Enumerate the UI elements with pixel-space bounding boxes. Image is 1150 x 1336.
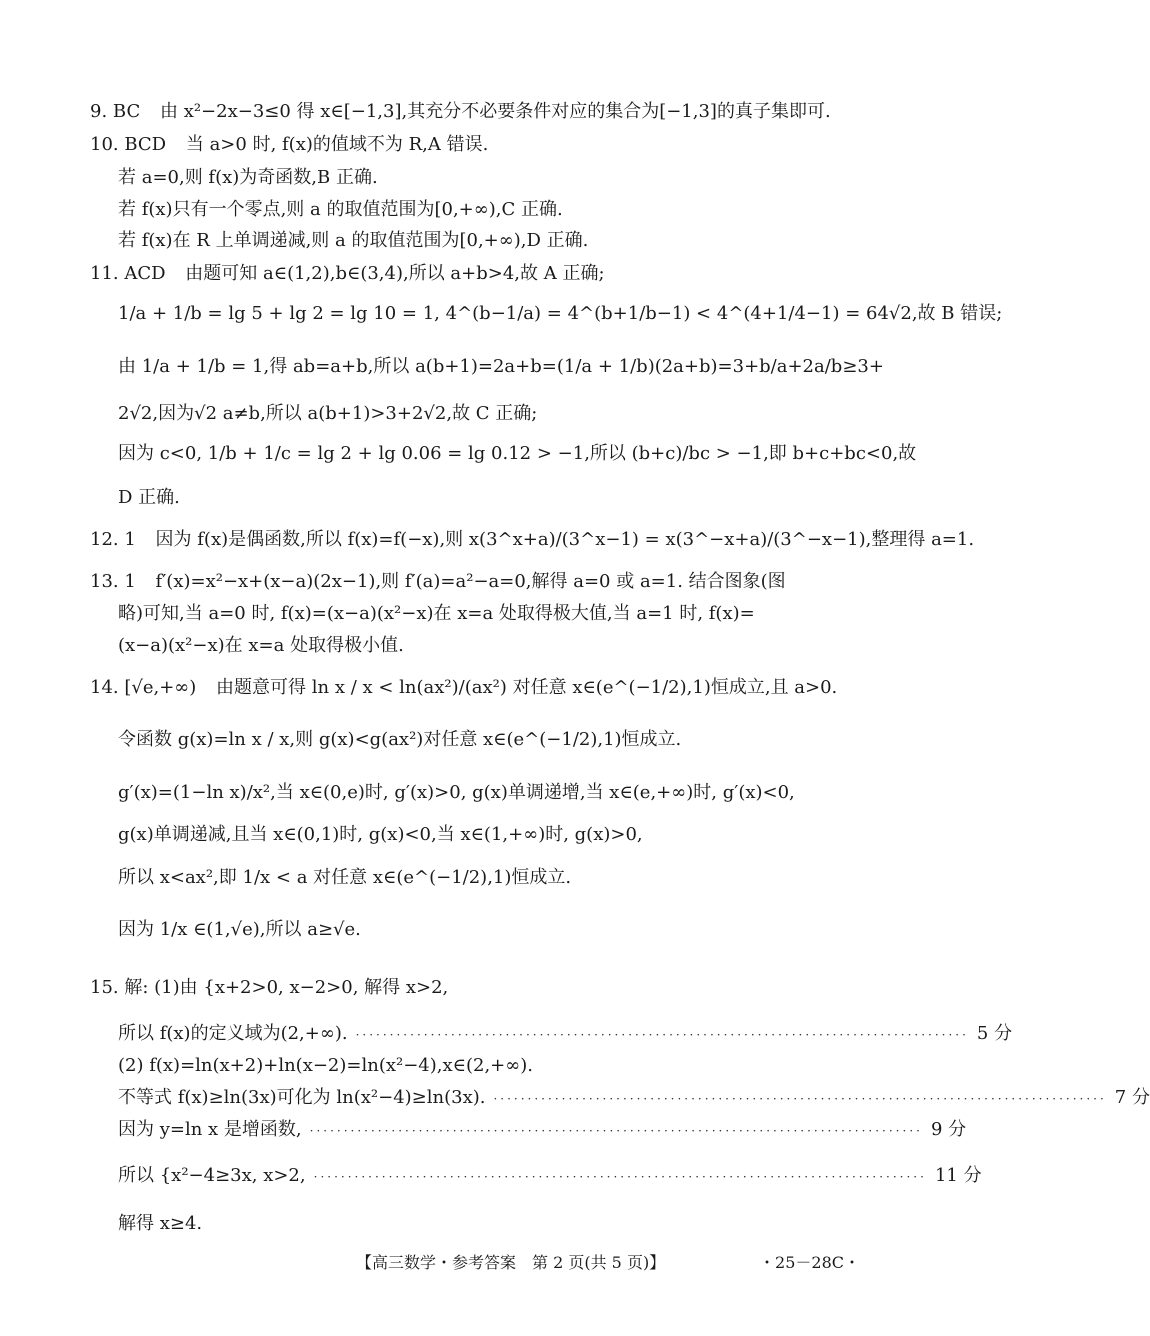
q15-line-3: (2) f(x)=ln(x+2)+ln(x−2)=ln(x²−4),x∈(2,+∞).	[118, 1055, 533, 1076]
q9-text: 由 x²−2x−3≤0 得 x∈[−1,3],其充分不必要条件对应的集合为[−1,3]的真子集即可.	[159, 101, 831, 122]
leader-dots: ··························································································	[309, 1124, 923, 1138]
q10-line-2: 若 a=0,则 f(x)为奇函数,B 正确.	[118, 167, 378, 188]
q10-line-1	[90, 133, 862, 156]
q13-line-2: 略)可知,当 a=0 时, f(x)=(x−a)(x²−x)在 x=a 处取得极大值,当 a=1 时, f(x)=	[118, 603, 755, 624]
q10-number: 10. BCD	[90, 134, 167, 155]
q12-line	[90, 528, 975, 551]
q14-line-3: g′(x)=(1−ln x)/x²,当 x∈(0,e)时, g′(x)>0, g(x)单调递增,当 x∈(e,+∞)时, g′(x)<0,	[118, 782, 795, 803]
q14-line-4: g(x)单调递减,且当 x∈(0,1)时, g(x)<0,当 x∈(1,+∞)时, g(x)>0,	[118, 824, 643, 845]
score-7: 7 分	[1114, 1087, 1150, 1108]
q13-text-1: f′(x)=x²−x+(x−a)(2x−1),则 f′(a)=a²−a=0,解得 a=0 或 a=1. 结合图象(图	[155, 571, 786, 592]
q12-text: 因为 f(x)是偶函数,所以 f(x)=f(−x),则 x(3^x+a)/(3^x−1) = x(3^−x+a)/(3^−x−1),整理得 a=1.	[155, 529, 975, 550]
q15-text-4: 不等式 f(x)≥ln(3x)可化为 ln(x²−4)≥ln(3x).	[118, 1087, 486, 1108]
q13-number: 13. 1	[90, 571, 136, 592]
q15-number: 15. 解:	[90, 977, 149, 998]
q15-text-2: 所以 f(x)的定义域为(2,+∞).	[118, 1023, 348, 1044]
q15-text-1: (1)由 {x+2>0, x−2>0, 解得 x>2,	[154, 977, 449, 998]
q11-line-2: 1/a + 1/b = lg 5 + lg 2 = lg 10 = 1, 4^(b−1/a) = 4^(b+1/b−1) < 4^(4+1/4−1) = 64√2,故 B 错误;	[118, 303, 1003, 324]
score-5: 5 分	[976, 1023, 1013, 1044]
q14-line-1	[90, 676, 862, 699]
q15-line-4	[118, 1086, 1150, 1109]
q14-line-5: 所以 x<ax²,即 1/x < a 对任意 x∈(e^(−1/2),1)恒成立.	[118, 867, 572, 888]
q9-number: 9. BC	[90, 101, 141, 122]
score-11: 11 分	[934, 1165, 982, 1186]
q15-line-1	[90, 976, 862, 999]
q14-text-1: 由题意可得 ln x / x < ln(ax²)/(ax²) 对任意 x∈(e^(−1/2),1)恒成立,且 a>0.	[216, 677, 838, 698]
q15-text-6: 所以 {x²−4≥3x, x>2,	[118, 1165, 306, 1186]
footer-title: 【高三数学・参考答案 第 2 页(共 5 页)】	[356, 1253, 666, 1272]
q13-line-3: (x−a)(x²−x)在 x=a 处取得极小值.	[118, 635, 404, 656]
q15-text-5: 因为 y=ln x 是增函数,	[118, 1119, 302, 1140]
q15-line-2	[118, 1022, 1013, 1045]
q11-line-4: 2√2,因为√2 a≠b,所以 a(b+1)>3+2√2,故 C 正确;	[118, 403, 538, 424]
q13-line-1	[90, 570, 862, 593]
score-9: 9 分	[930, 1119, 967, 1140]
leader-dots: ··························································································	[313, 1170, 927, 1184]
q11-text-1: 由题可知 a∈(1,2),b∈(3,4),所以 a+b>4,故 A 正确;	[185, 263, 605, 284]
footer-code: ・25－28C・	[759, 1253, 860, 1272]
q11-number: 11. ACD	[90, 263, 166, 284]
q10-text-1: 当 a>0 时, f(x)的值域不为 R,A 错误.	[185, 134, 489, 155]
q11-line-3: 由 1/a + 1/b = 1,得 ab=a+b,所以 a(b+1)=2a+b=(1/a + 1/b)(2a+b)=3+b/a+2a/b≥3+	[118, 356, 884, 377]
q11-line-5: 因为 c<0, 1/b + 1/c = lg 2 + lg 0.06 = lg 0.12 > −1,所以 (b+c)/bc > −1,即 b+c+bc<0,故	[118, 443, 917, 464]
q14-number: 14. [√e,+∞)	[90, 677, 197, 698]
q12-number: 12. 1	[90, 529, 136, 550]
leader-dots: ··························································································	[355, 1028, 969, 1042]
q14-line-6: 因为 1/x ∈(1,√e),所以 a≥√e.	[118, 919, 361, 940]
q15-line-7: 解得 x≥4.	[118, 1213, 203, 1234]
q10-line-4: 若 f(x)在 R 上单调递减,则 a 的取值范围为[0,+∞),D 正确.	[118, 230, 589, 251]
q15-line-6	[118, 1164, 982, 1187]
q9-line	[90, 100, 862, 123]
q14-line-2: 令函数 g(x)=ln x / x,则 g(x)<g(ax²)对任意 x∈(e^(−1/2),1)恒成立.	[118, 729, 682, 750]
q11-line-1	[90, 262, 862, 285]
leader-dots: ··························································································	[493, 1092, 1107, 1106]
q15-line-5	[118, 1118, 967, 1141]
q11-line-6: D 正确.	[118, 487, 180, 508]
q10-line-3: 若 f(x)只有一个零点,则 a 的取值范围为[0,+∞),C 正确.	[118, 199, 563, 220]
